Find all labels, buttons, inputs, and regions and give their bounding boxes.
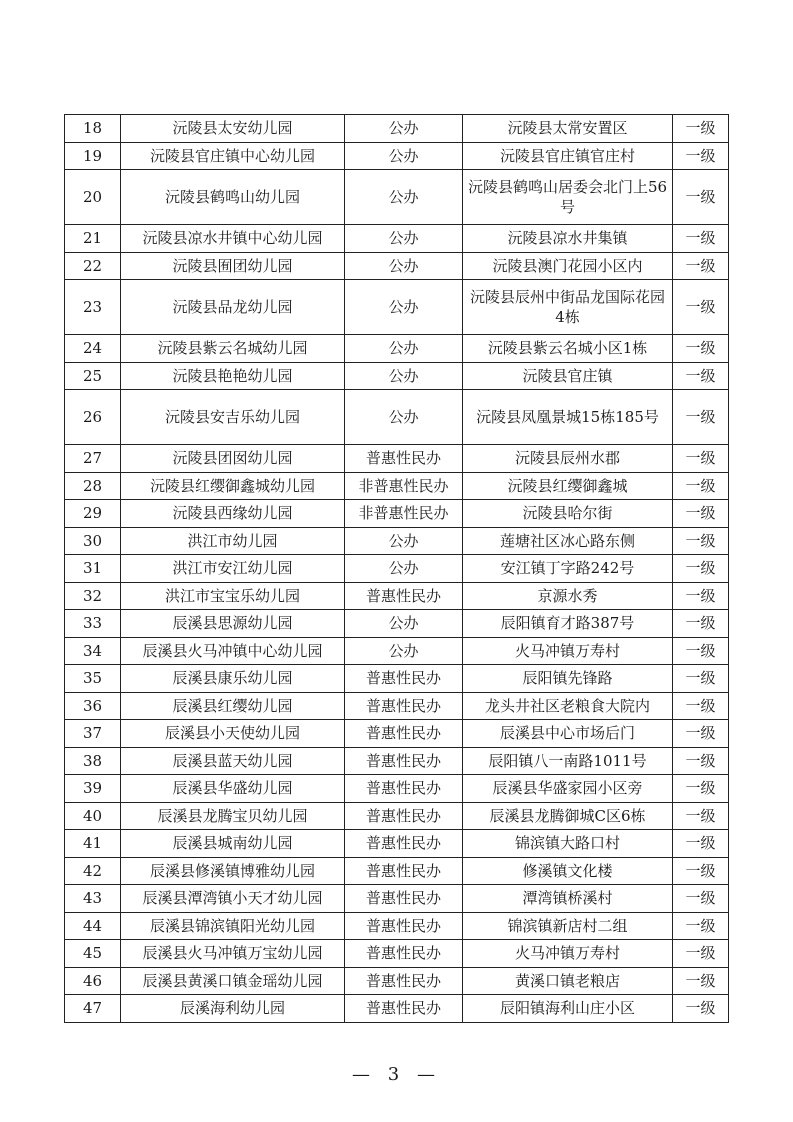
level-cell: 一级 bbox=[673, 115, 729, 143]
row-number-cell: 46 bbox=[65, 967, 121, 995]
table-row bbox=[65, 225, 729, 253]
ownership-type-cell: 公办 bbox=[345, 280, 463, 335]
address-cell: 辰阳镇八一南路1011号 bbox=[463, 747, 673, 775]
row-number-cell: 25 bbox=[65, 362, 121, 390]
row-number-cell: 24 bbox=[65, 335, 121, 363]
row-number-cell: 21 bbox=[65, 225, 121, 253]
address-cell: 潭湾镇桥溪村 bbox=[463, 885, 673, 913]
address-cell: 沅陵县官庄镇官庄村 bbox=[463, 142, 673, 170]
level-cell: 一级 bbox=[673, 692, 729, 720]
table-row bbox=[65, 362, 729, 390]
table-row bbox=[65, 830, 729, 858]
row-number-cell: 39 bbox=[65, 775, 121, 803]
table-body bbox=[65, 115, 729, 1023]
row-number-cell: 28 bbox=[65, 472, 121, 500]
kindergarten-name-cell: 沅陵县凉水井镇中心幼儿园 bbox=[121, 225, 345, 253]
ownership-type-cell: 普惠性民办 bbox=[345, 665, 463, 693]
kindergarten-name-cell: 沅陵县太安幼儿园 bbox=[121, 115, 345, 143]
table-row bbox=[65, 500, 729, 528]
kindergarten-name-cell: 辰溪县城南幼儿园 bbox=[121, 830, 345, 858]
row-number-cell: 40 bbox=[65, 802, 121, 830]
row-number-cell: 33 bbox=[65, 610, 121, 638]
row-number-cell: 32 bbox=[65, 582, 121, 610]
table-row bbox=[65, 940, 729, 968]
table-row bbox=[65, 582, 729, 610]
kindergarten-name-cell: 辰溪县蓝天幼儿园 bbox=[121, 747, 345, 775]
table-row bbox=[65, 252, 729, 280]
row-number-cell: 37 bbox=[65, 720, 121, 748]
kindergarten-name-cell: 辰溪县红缨幼儿园 bbox=[121, 692, 345, 720]
kindergarten-name-cell: 沅陵县品龙幼儿园 bbox=[121, 280, 345, 335]
table-row bbox=[65, 747, 729, 775]
row-number-cell: 34 bbox=[65, 637, 121, 665]
kindergarten-name-cell: 沅陵县官庄镇中心幼儿园 bbox=[121, 142, 345, 170]
kindergarten-name-cell: 沅陵县紫云名城幼儿园 bbox=[121, 335, 345, 363]
kindergarten-name-cell: 辰溪县锦滨镇阳光幼儿园 bbox=[121, 912, 345, 940]
address-cell: 辰阳镇海利山庄小区 bbox=[463, 995, 673, 1023]
address-cell: 沅陵县官庄镇 bbox=[463, 362, 673, 390]
row-number-cell: 31 bbox=[65, 555, 121, 583]
address-cell: 京源水秀 bbox=[463, 582, 673, 610]
address-cell: 辰阳镇先锋路 bbox=[463, 665, 673, 693]
row-number-cell: 27 bbox=[65, 445, 121, 473]
ownership-type-cell: 普惠性民办 bbox=[345, 445, 463, 473]
table-row bbox=[65, 857, 729, 885]
table-row bbox=[65, 775, 729, 803]
address-cell: 黄溪口镇老粮店 bbox=[463, 967, 673, 995]
level-cell: 一级 bbox=[673, 610, 729, 638]
ownership-type-cell: 普惠性民办 bbox=[345, 720, 463, 748]
kindergarten-name-cell: 沅陵县安吉乐幼儿园 bbox=[121, 390, 345, 445]
kindergarten-name-cell: 辰溪县潭湾镇小天才幼儿园 bbox=[121, 885, 345, 913]
row-number-cell: 18 bbox=[65, 115, 121, 143]
ownership-type-cell: 公办 bbox=[345, 555, 463, 583]
level-cell: 一级 bbox=[673, 912, 729, 940]
row-number-cell: 35 bbox=[65, 665, 121, 693]
table-row bbox=[65, 555, 729, 583]
level-cell: 一级 bbox=[673, 472, 729, 500]
kindergarten-name-cell: 洪江市幼儿园 bbox=[121, 527, 345, 555]
address-cell: 锦滨镇新店村二组 bbox=[463, 912, 673, 940]
address-cell: 辰溪县中心市场后门 bbox=[463, 720, 673, 748]
level-cell: 一级 bbox=[673, 500, 729, 528]
ownership-type-cell: 普惠性民办 bbox=[345, 692, 463, 720]
table-row bbox=[65, 912, 729, 940]
level-cell: 一级 bbox=[673, 445, 729, 473]
ownership-type-cell: 公办 bbox=[345, 527, 463, 555]
level-cell: 一级 bbox=[673, 390, 729, 445]
address-cell: 辰阳镇育才路387号 bbox=[463, 610, 673, 638]
level-cell: 一级 bbox=[673, 830, 729, 858]
level-cell: 一级 bbox=[673, 747, 729, 775]
kindergarten-name-cell: 辰溪县黄溪口镇金瑶幼儿园 bbox=[121, 967, 345, 995]
ownership-type-cell: 普惠性民办 bbox=[345, 857, 463, 885]
table-row bbox=[65, 692, 729, 720]
level-cell: 一级 bbox=[673, 362, 729, 390]
kindergarten-table bbox=[64, 114, 729, 1023]
kindergarten-name-cell: 沅陵县红缨御鑫城幼儿园 bbox=[121, 472, 345, 500]
kindergarten-name-cell: 辰溪县思源幼儿园 bbox=[121, 610, 345, 638]
table-row bbox=[65, 445, 729, 473]
table-row bbox=[65, 280, 729, 335]
address-cell: 沅陵县红缨御鑫城 bbox=[463, 472, 673, 500]
row-number-cell: 36 bbox=[65, 692, 121, 720]
level-cell: 一级 bbox=[673, 637, 729, 665]
level-cell: 一级 bbox=[673, 995, 729, 1023]
row-number-cell: 26 bbox=[65, 390, 121, 445]
table-row bbox=[65, 390, 729, 445]
table-row bbox=[65, 665, 729, 693]
ownership-type-cell: 公办 bbox=[345, 170, 463, 225]
ownership-type-cell: 普惠性民办 bbox=[345, 940, 463, 968]
kindergarten-name-cell: 洪江市宝宝乐幼儿园 bbox=[121, 582, 345, 610]
kindergarten-name-cell: 沅陵县囿团幼儿园 bbox=[121, 252, 345, 280]
ownership-type-cell: 普惠性民办 bbox=[345, 582, 463, 610]
level-cell: 一级 bbox=[673, 857, 729, 885]
level-cell: 一级 bbox=[673, 665, 729, 693]
level-cell: 一级 bbox=[673, 252, 729, 280]
ownership-type-cell: 公办 bbox=[345, 115, 463, 143]
row-number-cell: 30 bbox=[65, 527, 121, 555]
row-number-cell: 20 bbox=[65, 170, 121, 225]
ownership-type-cell: 公办 bbox=[345, 637, 463, 665]
level-cell: 一级 bbox=[673, 555, 729, 583]
ownership-type-cell: 非普惠性民办 bbox=[345, 500, 463, 528]
address-cell: 沅陵县鹤鸣山居委会北门上56号 bbox=[463, 170, 673, 225]
table-row bbox=[65, 115, 729, 143]
ownership-type-cell: 普惠性民办 bbox=[345, 775, 463, 803]
table-row bbox=[65, 170, 729, 225]
ownership-type-cell: 普惠性民办 bbox=[345, 747, 463, 775]
kindergarten-name-cell: 辰溪县小天使幼儿园 bbox=[121, 720, 345, 748]
table-row bbox=[65, 142, 729, 170]
table-row bbox=[65, 885, 729, 913]
address-cell: 沅陵县凤凰景城15栋185号 bbox=[463, 390, 673, 445]
kindergarten-name-cell: 辰溪县火马冲镇万宝幼儿园 bbox=[121, 940, 345, 968]
table-row bbox=[65, 610, 729, 638]
ownership-type-cell: 公办 bbox=[345, 252, 463, 280]
address-cell: 沅陵县辰州水郡 bbox=[463, 445, 673, 473]
ownership-type-cell: 公办 bbox=[345, 362, 463, 390]
address-cell: 修溪镇文化楼 bbox=[463, 857, 673, 885]
ownership-type-cell: 公办 bbox=[345, 225, 463, 253]
address-cell: 莲塘社区冰心路东侧 bbox=[463, 527, 673, 555]
kindergarten-name-cell: 沅陵县鹤鸣山幼儿园 bbox=[121, 170, 345, 225]
table-row bbox=[65, 967, 729, 995]
ownership-type-cell: 公办 bbox=[345, 610, 463, 638]
level-cell: 一级 bbox=[673, 967, 729, 995]
table-row bbox=[65, 335, 729, 363]
ownership-type-cell: 公办 bbox=[345, 335, 463, 363]
level-cell: 一级 bbox=[673, 225, 729, 253]
level-cell: 一级 bbox=[673, 940, 729, 968]
address-cell: 沅陵县澳门花园小区内 bbox=[463, 252, 673, 280]
ownership-type-cell: 普惠性民办 bbox=[345, 885, 463, 913]
address-cell: 沅陵县凉水井集镇 bbox=[463, 225, 673, 253]
ownership-type-cell: 普惠性民办 bbox=[345, 830, 463, 858]
kindergarten-name-cell: 辰溪县火马冲镇中心幼儿园 bbox=[121, 637, 345, 665]
kindergarten-name-cell: 沅陵县团囡幼儿园 bbox=[121, 445, 345, 473]
level-cell: 一级 bbox=[673, 802, 729, 830]
row-number-cell: 44 bbox=[65, 912, 121, 940]
address-cell: 沅陵县哈尔街 bbox=[463, 500, 673, 528]
row-number-cell: 29 bbox=[65, 500, 121, 528]
table-row bbox=[65, 720, 729, 748]
address-cell: 辰溪县华盛家园小区旁 bbox=[463, 775, 673, 803]
kindergarten-name-cell: 辰溪海利幼儿园 bbox=[121, 995, 345, 1023]
level-cell: 一级 bbox=[673, 582, 729, 610]
address-cell: 沅陵县辰州中街品龙国际花园4栋 bbox=[463, 280, 673, 335]
level-cell: 一级 bbox=[673, 885, 729, 913]
ownership-type-cell: 普惠性民办 bbox=[345, 995, 463, 1023]
table-row bbox=[65, 472, 729, 500]
table-row bbox=[65, 527, 729, 555]
ownership-type-cell: 普惠性民办 bbox=[345, 967, 463, 995]
address-cell: 龙头井社区老粮食大院内 bbox=[463, 692, 673, 720]
ownership-type-cell: 普惠性民办 bbox=[345, 912, 463, 940]
row-number-cell: 42 bbox=[65, 857, 121, 885]
kindergarten-name-cell: 洪江市安江幼儿园 bbox=[121, 555, 345, 583]
table-row bbox=[65, 995, 729, 1023]
ownership-type-cell: 公办 bbox=[345, 142, 463, 170]
kindergarten-name-cell: 辰溪县龙腾宝贝幼儿园 bbox=[121, 802, 345, 830]
ownership-type-cell: 非普惠性民办 bbox=[345, 472, 463, 500]
row-number-cell: 38 bbox=[65, 747, 121, 775]
table-row bbox=[65, 637, 729, 665]
row-number-cell: 43 bbox=[65, 885, 121, 913]
ownership-type-cell: 普惠性民办 bbox=[345, 802, 463, 830]
address-cell: 辰溪县龙腾御城C区6栋 bbox=[463, 802, 673, 830]
level-cell: 一级 bbox=[673, 335, 729, 363]
kindergarten-name-cell: 辰溪县华盛幼儿园 bbox=[121, 775, 345, 803]
kindergarten-name-cell: 沅陵县艳艳幼儿园 bbox=[121, 362, 345, 390]
row-number-cell: 41 bbox=[65, 830, 121, 858]
kindergarten-name-cell: 辰溪县修溪镇博雅幼儿园 bbox=[121, 857, 345, 885]
address-cell: 锦滨镇大路口村 bbox=[463, 830, 673, 858]
address-cell: 沅陵县紫云名城小区1栋 bbox=[463, 335, 673, 363]
ownership-type-cell: 公办 bbox=[345, 390, 463, 445]
address-cell: 火马冲镇万寿村 bbox=[463, 637, 673, 665]
address-cell: 火马冲镇万寿村 bbox=[463, 940, 673, 968]
table-row bbox=[65, 802, 729, 830]
level-cell: 一级 bbox=[673, 170, 729, 225]
kindergarten-name-cell: 辰溪县康乐幼儿园 bbox=[121, 665, 345, 693]
level-cell: 一级 bbox=[673, 280, 729, 335]
row-number-cell: 19 bbox=[65, 142, 121, 170]
level-cell: 一级 bbox=[673, 775, 729, 803]
level-cell: 一级 bbox=[673, 527, 729, 555]
row-number-cell: 22 bbox=[65, 252, 121, 280]
row-number-cell: 47 bbox=[65, 995, 121, 1023]
address-cell: 沅陵县太常安置区 bbox=[463, 115, 673, 143]
kindergarten-name-cell: 沅陵县西缘幼儿园 bbox=[121, 500, 345, 528]
page-number: — 3 — bbox=[352, 1064, 441, 1085]
row-number-cell: 45 bbox=[65, 940, 121, 968]
row-number-cell: 23 bbox=[65, 280, 121, 335]
level-cell: 一级 bbox=[673, 142, 729, 170]
level-cell: 一级 bbox=[673, 720, 729, 748]
address-cell: 安江镇丁字路242号 bbox=[463, 555, 673, 583]
